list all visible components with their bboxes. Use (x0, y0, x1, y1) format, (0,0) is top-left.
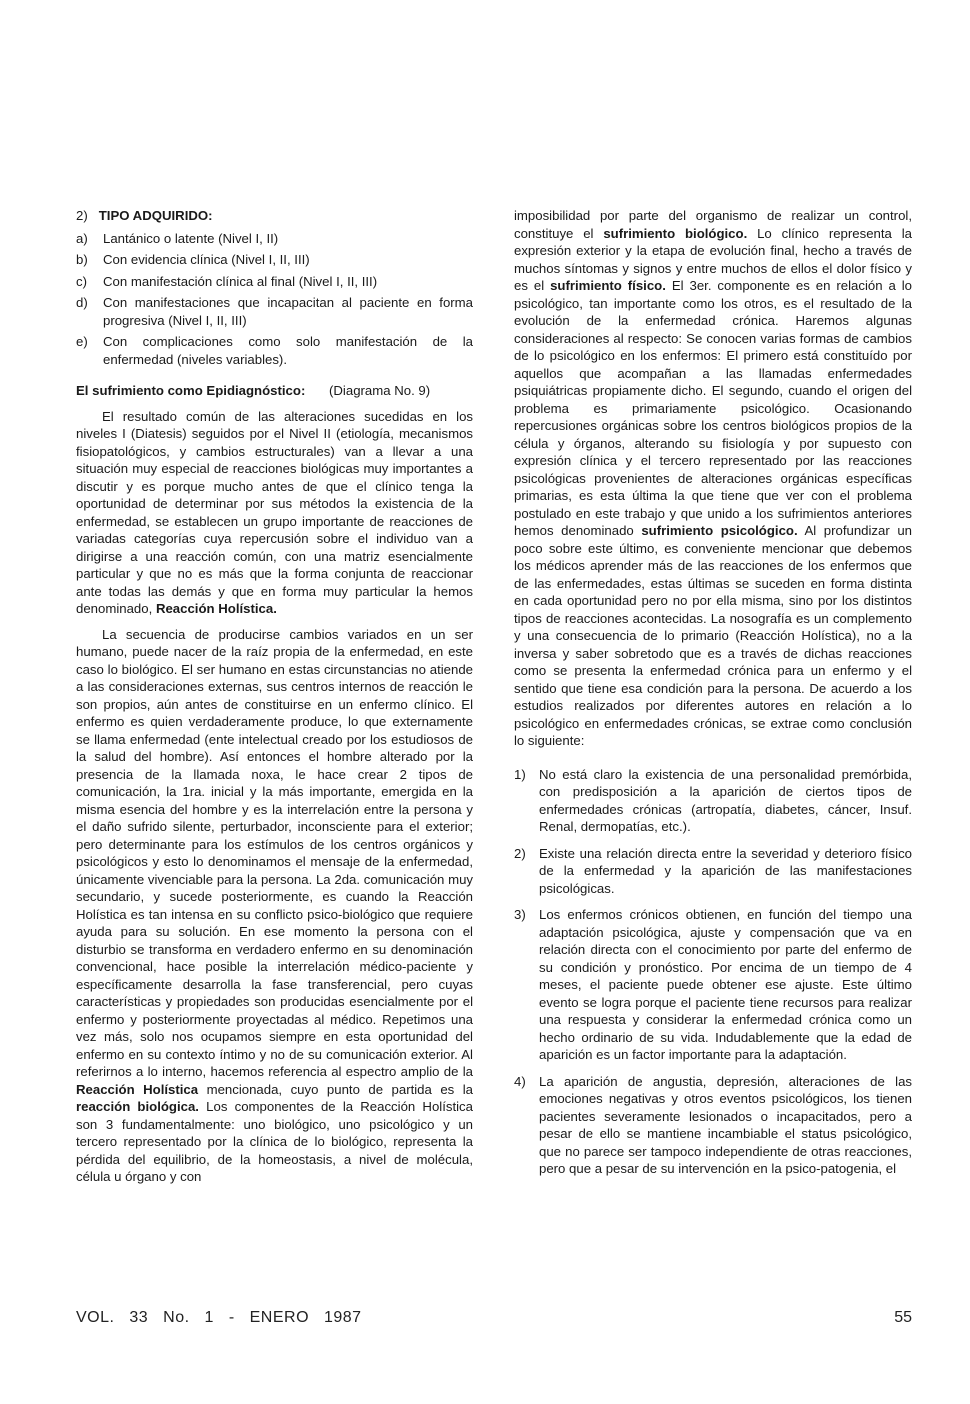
item-marker: 3) (514, 907, 526, 922)
item-text: Lantánico o latente (Nivel I, II) (103, 230, 279, 246)
item-marker: 4) (514, 1073, 526, 1089)
paragraph (76, 626, 473, 1186)
right-column (514, 207, 912, 1187)
item-marker: d) (76, 295, 88, 310)
list-item (76, 294, 473, 329)
item-marker: a) (76, 230, 88, 246)
paragraph (76, 408, 473, 618)
diagram-reference: (Diagrama No. 9) (329, 383, 431, 398)
list-item (76, 251, 473, 269)
item-text: No está claro la existencia de una personalidad premórbida, con predisposición a la aparición de ciertos tipos de enfermedades crónicas (artropatía, diabetes, cáncer, Insuf. Renal, dermopatías, etc.). (539, 766, 912, 834)
item-text: Con manifestaciones que incapacitan al paciente en forma progresiva (Nivel I, II, III) (103, 295, 473, 328)
item-marker: c) (76, 273, 87, 289)
paragraph-text: Al profundizar un poco sobre este último, es conveniente mencionar que debemos los médicos aprender más de las reacciones de los enfermos que de las enfermedades, estas últimas se suceden en forma distinta en cada oportunidad pero no por ella misma, sino por los distintos tipos de reacciones acontecidas. La nosografía es un complemento y una consecuencia de lo primario (Reacción Holística), no a la inversa y saber sobretodo que es a través de dichas reacciones como se presenta la enfermedad crónica para un enfermo y el sentido que tiene esa condición para la persona. De acuerdo a los estudios realizados por diferentes autores en relación a lo psicológico en enfermedades crónicas, se extrae como conclusión lo siguiente: (514, 523, 912, 748)
bold-term: reacción biológica. (76, 1099, 199, 1114)
bold-term: sufrimiento psicológico. (641, 523, 798, 538)
section-title: El sufrimiento como Epidiagnóstico: (76, 383, 306, 398)
paragraph-text: Lo clínico representa la expresión exterior y la etapa de evolución final, hecho a través de muchos síntomas y signos y entre muchos de ellos el dolor físico y es el (514, 225, 912, 293)
paragraph-text: La secuencia de producirse cambios variados en un ser humano, puede nacer de la raíz propia de la enfermedad, en este caso lo biológico. El ser humano en estas circunstancias no atiende a las consideraciones externas, sus centros internos de reacción le son propios, aún antes de constituirse en un enfermo clínico. El enfermo es quien verdaderamente produce, lo que externamente se llama enfermedad (ente intelectual creado por los estudiosos de la salud del hombre). Así entonces el hombre alterado por la presencia de la llamada noxa, le hace crear 2 tipos de comunicación, la 1ra. inicial y la más importante, emergida en la misma esencia del hombre y es la interrelación entre la persona y el daño sufrido silente, perturbador, inconsciente para el exterior; pero determinante para los estímulos de los centros orgánicos y psicológicos y esto lo denominamos el mensaje de la enfermedad, únicamente vivenciable para la persona. La 2da. comunicación muy secundario, y sucede posteriormente, es cuando la Reacción Holística es tan intensa en su conflicto psico-biológico que requiere ayuda para su solución. En ese momento la persona con el disturbio se transforma en verdadero enfermo en su denominación convencional, hace posible la interrelación médico-paciente y específicamente desarrolla la fase transferencial, pero cuyas características y propiedades son producidas esencialmente por el enfermo y posteriormente proyectadas al médico. Repetimos una vez más, solo nos ocupamos siempre en esta oportunidad del enfermo en su contexto íntimo y no de su comunicación exterior. Al referirnos a lo interno, hacemos referencia al espectro amplio de la (76, 626, 473, 1079)
journal-issue: VOL. 33 No. 1 - ENERO 1987 (76, 1309, 362, 1326)
numbered-item (514, 766, 912, 836)
numbered-item (514, 845, 912, 898)
page-footer (76, 1309, 912, 1331)
item-marker: b) (76, 252, 88, 267)
item-text: Existe una relación directa entre la severidad y deterioro físico de la enfermedad y la aparición de las manifestaciones psicológicas. (539, 845, 912, 896)
item-text: Con evidencia clínica (Nivel I, II, III) (103, 252, 310, 267)
list-item (76, 230, 473, 248)
paragraph-text: mencionada, cuyo punto de partida es la (206, 1081, 474, 1097)
heading-title: TIPO ADQUIRIDO: (98, 208, 213, 223)
bold-term: Reacción Holística. (155, 601, 277, 616)
paragraph (514, 207, 912, 750)
item-text: Los enfermos crónicos obtienen, en función del tiempo una adaptación psicológica, ajuste y compensación que va en relación directa con el conocimiento por parte del enfermo de su condición y pronóstico. Por encima de un tiempo de 4 meses, el paciente puede obtener ese ajuste. Este último evento se logra porque el paciente tiene recursos para realizar una respuesta y considerar la enfermedad crónica como un hecho ordinario de su vida. Indudablemente que la edad de aparición es un factor importante para la adaptación. (539, 907, 912, 1062)
item-text: Con complicaciones como solo manifestación de la enfermedad (niveles variables). (103, 334, 473, 367)
item-marker: 2) (514, 845, 526, 861)
numbered-item (514, 1073, 912, 1178)
item-text: Con manifestación clínica al final (Nivel I, II, III) (103, 273, 378, 289)
item-marker: 1) (514, 766, 526, 782)
heading-marker: 2) (76, 208, 88, 223)
bold-term: Reacción Holística (76, 1081, 199, 1097)
list-item (76, 333, 473, 368)
numbered-item (514, 906, 912, 1064)
bold-term: sufrimiento biológico. (603, 225, 748, 241)
subsection-heading (76, 207, 473, 225)
paragraph-text: imposibilidad por parte del organismo de realizar un control, constituye el (514, 208, 912, 241)
page-number: 55 (894, 1309, 912, 1326)
left-column (76, 207, 473, 1194)
item-marker: e) (76, 334, 88, 349)
paragraph-text: El 3er. componente es en relación a lo psicológico, tan importante como los otros, es el resultado de la evolución de la enfermedad crónica. Haremos algunas consideraciones al respecto: Se conocen varias formas de cambios de lo psicológico en los enfermos: El primero está constituído por aquellos que acompañan a las llamadas enfermedades psiquiátricas propiamente dicho. El segundo, cuando el origen del problema es primariamente psicológico. Ocasionando repercusiones orgánicas sobre los centros biológicos propios de la célula y órganos, alterando su fisiología y por supuesto con expresión clínica y el tercero representado por las reacciones psicológicas provenientes de alteraciones orgánicas específicas primarias, es esta última la que tiene que ver con el problema postulado en este trabajo y que unido a los sufrimientos anteriores hemos denominado (514, 278, 913, 538)
section-heading (76, 382, 473, 400)
bold-term: sufrimiento físico. (550, 278, 666, 293)
list-item (76, 273, 473, 291)
paragraph-text: El resultado común de las alteraciones sucedidas en los niveles I (Diatesis) seguidos por el Nivel II (etiología, mecanismos fisiopatológicos, y cambios estructurales) van a llevar a una situación muy especial de reacciones biológicas muy importantes a discutir y es porque mucho antes de que el clínico tenga la oportunidad de determinar por sus métodos la existencia de la enfermedad, se establecen un grupo importante de reacciones de variadas categorías cuya repercusión sobre el individuo van a dirigirse a una reacción común, con una matriz esencialmente particular y que no es más que la forma conjunta de reaccionar ante todas las demás y que en forma muy particular la hemos denominado, (76, 408, 473, 616)
item-text: La aparición de angustia, depresión, alteraciones de las emociones negativas y otros eventos psicológicos, los tienen pacientes severamente lesionados o incapacitados, pero a pesar de ello se mantiene incambiable el status psicológico, que no parece ser tampoco independiente de otras reacciones, pero que a pesar de su intervención en la psico-patogenia, el (539, 1073, 912, 1176)
paragraph-text: Los componentes de la Reacción Holística son 3 fundamentalmente: uno biológico, uno psicológico y un tercero representado por la clínica de lo biológico, representa la pérdida del equilibrio, de la homeostasis, a nivel de molécula, célula u órgano y con (76, 1099, 473, 1184)
